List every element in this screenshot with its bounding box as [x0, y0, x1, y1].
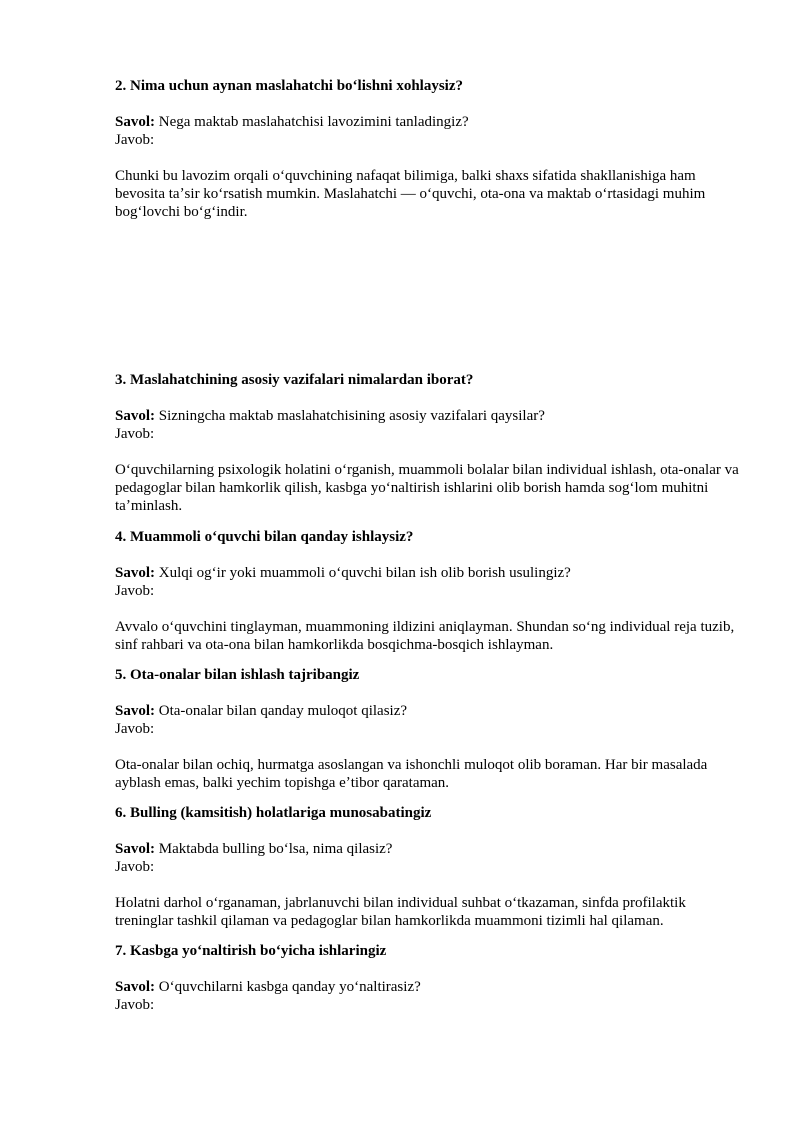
question-label: Savol:: [115, 565, 156, 581]
section-3: [115, 371, 747, 515]
answer-text: Avvalo oʻquvchini tinglayman, muammoning ildizini aniqlayman. Shundan soʻng individual reja tuzib, sinf rahbari va ota-ona bilan hamkorlikda bosqichma-bosqich ishlayman.: [115, 619, 735, 653]
question-line: [115, 978, 747, 996]
section-4: [115, 528, 747, 654]
question-text: Nega maktab maslahatchisi lavozimini tanladingiz?: [158, 114, 469, 130]
section-heading: 4. Muammoli oʻquvchi bilan qanday ishlaysiz?: [115, 529, 414, 545]
question-line: [115, 702, 747, 720]
section-5: [115, 666, 747, 792]
question-label: Savol:: [115, 703, 156, 719]
answer-text: Chunki bu lavozim orqali oʻquvchining nafaqat bilimiga, balki shaxs sifatida shakllanishiga ham bevosita taʼsir koʻrsatish mumkin. Maslahatchi — oʻquvchi, ota-ona va maktab oʻrtasidagi muhim bogʻlovchi boʻgʻindir.: [115, 168, 706, 220]
section-heading: 2. Nima uchun aynan maslahatchi boʻlishni xohlaysiz?: [115, 78, 463, 94]
question-line: [115, 113, 747, 131]
question-line: [115, 564, 747, 582]
question-line: [115, 407, 747, 425]
answer-text: Holatni darhol oʻrganaman, jabrlanuvchi bilan individual suhbat oʻtkazaman, sinfda profilaktik treninglar tashkil qilaman va pedagoglar bilan hamkorlikda muammoni tizimli hal qilaman.: [115, 895, 686, 929]
answer-text: Oʻquvchilarning psixologik holatini oʻrganish, muammoli bolalar bilan individual ishlash, ota-onalar va pedagoglar bilan hamkorlik qilish, kasbga yoʻnaltirish ishlarini olib borish hamda sogʻlom muhitni taʼminlash.: [115, 462, 739, 514]
question-label: Savol:: [115, 841, 156, 857]
question-text: Maktabda bulling boʻlsa, nima qilasiz?: [158, 841, 393, 857]
section-heading: 7. Kasbga yoʻnaltirish boʻyicha ishlaringiz: [115, 943, 387, 959]
question-text: Oʻquvchilarni kasbga qanday yoʻnaltirasiz?: [158, 979, 421, 995]
section-heading: 5. Ota-onalar bilan ishlash tajribangiz: [115, 667, 360, 683]
answer-label: Javob:: [115, 859, 155, 875]
question-label: Savol:: [115, 979, 156, 995]
answer-label: Javob:: [115, 583, 155, 599]
section-2: [115, 77, 747, 221]
question-label: Savol:: [115, 408, 156, 424]
question-label: Savol:: [115, 114, 156, 130]
section-heading: 3. Maslahatchining asosiy vazifalari nimalardan iborat?: [115, 372, 474, 388]
answer-label: Javob:: [115, 132, 155, 148]
answer-text: Ota-onalar bilan ochiq, hurmatga asoslangan va ishonchli muloqot olib boraman. Har bir masalada ayblash emas, balki yechim topishga eʼtibor qarataman.: [115, 757, 708, 791]
question-text: Sizningcha maktab maslahatchisining asosiy vazifalari qaysilar?: [158, 408, 545, 424]
question-text: Ota-onalar bilan qanday muloqot qilasiz?: [158, 703, 408, 719]
answer-label: Javob:: [115, 721, 155, 737]
question-line: [115, 840, 747, 858]
question-text: Xulqi ogʻir yoki muammoli oʻquvchi bilan ish olib borish usulingiz?: [158, 565, 571, 581]
section-6: [115, 804, 747, 930]
section-7: [115, 942, 747, 1014]
answer-label: Javob:: [115, 426, 155, 442]
answer-label: Javob:: [115, 997, 155, 1013]
section-heading: 6. Bulling (kamsitish) holatlariga munosabatingiz: [115, 805, 432, 821]
